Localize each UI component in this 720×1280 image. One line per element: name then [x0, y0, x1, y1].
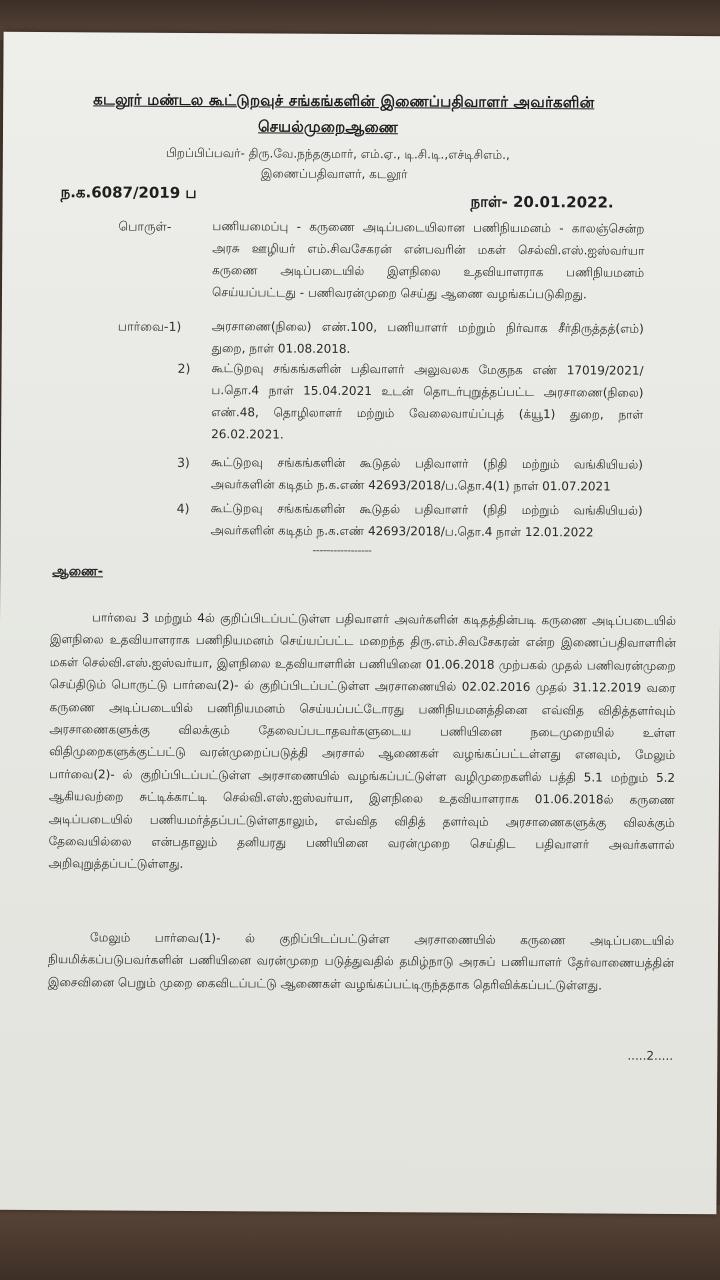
order-paragraph-2: மேலும் பார்வை(1)- ல் குறிப்பிடப்பட்டுள்ள அரசாணையில் கருணை அடிப்படையில் நியமிக்கப்படுபவர்களின் பணியினை வரன்முறை படுத்துவதில் தமிழ்நாடு அரசுப் பணியாளர் தேர்வாணையத்தின் இசைவினை பெறும் முறை கைவிடப்பட்டு ஆணைகள் வழங்கப்பட்டிருந்ததாக தெரிவிக்கப்பட்டுள்ளது. — [47, 930, 675, 993]
reference-item-4-number: 4) — [176, 500, 190, 516]
reference-item-2: கூட்டுறவு சங்கங்களின் பதிவாளர் அலுவலக மேகுநக எண் 17019/2021/ ப.தொ.4 நாள் 15.04.2021 உடன் தொடர்புறுத்தப்பட்ட அரசாணை(நிலை) எண்.48, தொழிலாளர் மற்றும் வேலைவாய்ப்புத் (க்யூ1) துறை, நாள் 26.02.2021. — [211, 361, 644, 442]
issuer-designation: இணைப்பதிவாளர், கடலூர் — [260, 166, 408, 182]
issuer-line: பிறப்பிப்பவர்- திரு.வே.நந்தகுமார், எம்.ஏ., டி.சி.டி.,எச்டிசிஎம்., — [165, 145, 510, 162]
subject-label: பொருள்- — [118, 218, 172, 234]
reference-item-2-number: 2) — [177, 360, 191, 376]
document-title-order: செயல்முறைஆணை — [257, 117, 399, 137]
reference-number: ந.க.6087/2019 ப — [60, 183, 197, 202]
reference-item-3-number: 3) — [176, 454, 190, 470]
reference-item-3: கூட்டுறவு சங்கங்களின் கூடுதல் பதிவாளர் (நிதி மற்றும் வங்கியியல்) அவர்களின் கடிதம் ந.க.எண் 42693/2018/ப.தொ.4(1) நாள் 01.07.2021 — [210, 455, 644, 494]
order-label: ஆணை- — [52, 564, 104, 580]
document-page — [0, 32, 720, 1214]
table-surface-bottom — [0, 1205, 720, 1280]
separator-line: ----------------- — [312, 543, 372, 558]
reference-item-4: கூட்டுறவு சங்கங்களின் கூடுதல் பதிவாளர் (நிதி மற்றும் வங்கியியல்) அவர்களின் கடிதம் ந.க.எண் 42693/2018/ப.தொ.4 நாள் 12.01.2022 — [210, 501, 643, 540]
references-label: பார்வை-1) — [117, 318, 182, 334]
reference-item-1: அரசாணை(நிலை) எண்.100, பணியாளர் மற்றும் நிர்வாக சீர்திருத்தத்(எம்) துறை, நாள் 01.08.2018. — [211, 319, 644, 356]
page-continuation: .....2..... — [627, 1048, 674, 1063]
order-paragraph-1: பார்வை 3 மற்றும் 4ல் குறிப்பிடப்பட்டுள்ள பதிவாளர் அவர்களின் கடிதத்தின்படி கருணை அடிப்படையில் இளநிலை உதவியாளராக பணிநியமனம் செய்யப்பட்ட மறைந்த திரு.எம்.சிவசேகரன் என்ற இணைப்பதிவாளரின் மகள் செல்வி.எஸ்.ஐஸ்வர்யா, இளநிலை உதவியாளரின் பணியினை 01.06.2018 முற்பகல் முதல் பணிவரன்முறை செய்திடும் பொருட்டு பார்வை(2)- ல் குறிப்பிடப்பட்டுள்ள அரசாணையில் 02.02.2016 முதல் 31.12.2019 வரை கருணை அடிப்படையில் பணிநியமனம் செய்யப்பட்டோரது பணிநியமனத்தினை எவ்வித விதித்தளர்வும் அரசாணைகளுக்கு விலக்கும் தேவைப்படாதவர்களுடைய பணியினை நடைமுறையில் உள்ள விதிமுறைகளுக்குட்பட்டு வரன்முறைப்படுத்தி அரசால் ஆணைகள் வழங்கப்பட்டள்ளது எனவும், மேலும் பார்வை(2)- ல் குறிப்பிடப்பட்டுள்ள அரசாணையில் வழங்கப்பட்டுள்ள வழிமுறைகளில் பத்தி 5.1 மற்றும் 5.2 ஆகியவற்றை சுட்டிக்காட்டி செல்வி.எஸ்.ஐஸ்வர்யா, இளநிலை உதவியாளராக 01.06.2018ல் கருணை அடிப்படையில் பணியமர்த்தப்பட்டுள்ளதாலும், எவ்வித விதித் தளர்வும் அரசாணைகளுக்கு விலக்கும் தேவையில்லை என்பதாலும் தனியரது பணியினை வரன்முறை செய்திட பதிவாளர் அவர்களால் அறிவுறுத்தப்பட்டுள்ளது. — [48, 610, 677, 872]
subject-text: பணியமைப்பு - கருணை அடிப்படையிலான பணிநியமனம் - காலஞ்சென்ற அரசு ஊழியர் எம்.சிவசேகரன் என்பவரின் மகள் செல்வி.எஸ்.ஐஸ்வர்யா கருணை அடிப்படையில் இளநிலை உதவியாளராக பணிநியமனம் செய்யப்பட்டது - பணிவரன்முறை செய்து ஆணை வழங்கப்படுகிறது. — [211, 219, 645, 302]
order-date: நாள்- 20.01.2022. — [470, 192, 614, 212]
document-title: கடலூர் மண்டல கூட்டுறவுச் சங்கங்களின் இணைப்பதிவாளர் அவர்களின் — [93, 90, 595, 112]
